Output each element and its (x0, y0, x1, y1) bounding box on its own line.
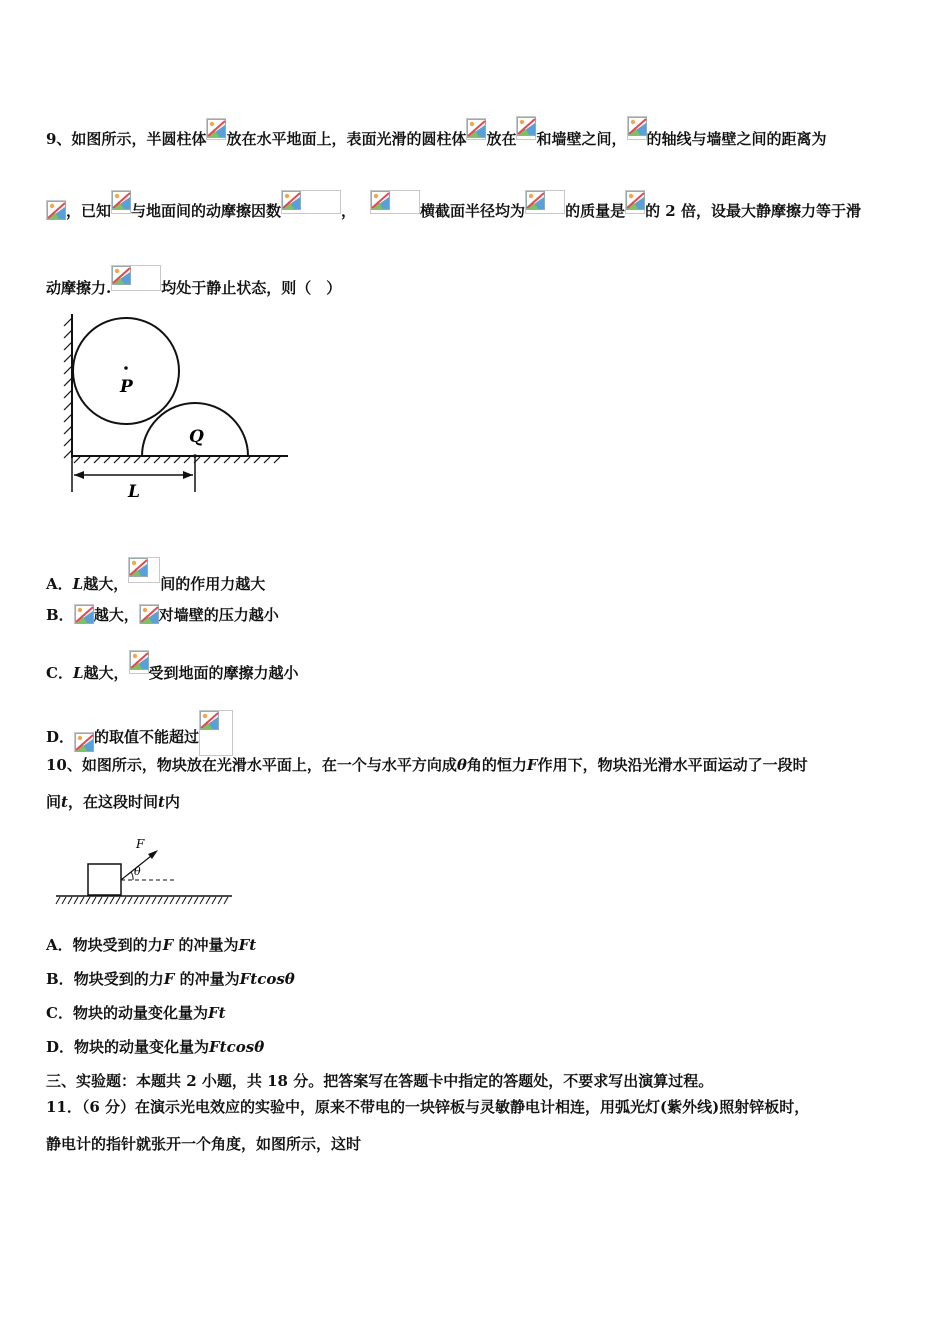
q9-text: 9、如图所示，半圆柱体 (46, 130, 207, 148)
q10-figure (54, 834, 239, 909)
q9-text: 放在水平地面上，表面光滑的圆柱体 (226, 130, 467, 148)
broken-image-icon (46, 200, 66, 220)
broken-image-icon (516, 116, 536, 140)
broken-image-icon (199, 710, 233, 756)
broken-image-icon (625, 190, 645, 214)
q9-figure (60, 310, 300, 505)
q9-text: 均处于静止状态，则（ ） (161, 279, 342, 297)
q9-option-c[interactable]: C．L越大， 受到地面的摩擦力越小 (46, 650, 299, 682)
broken-image-icon (627, 116, 647, 140)
q9-text: 的轴线与墙壁之间的距离为 (646, 130, 827, 148)
q9-line-3 (46, 265, 341, 297)
broken-image-icon (128, 557, 160, 583)
q9-text: 放在 (486, 130, 517, 148)
broken-image-icon (281, 190, 341, 214)
section-3-heading: 三、实验题：本题共 2 小题，共 18 分。把答案写在答题卡中指定的答题处，不要求写出演算过程。 (46, 1072, 714, 1090)
q9-option-a[interactable]: A．L越大， 间的作用力越大 (46, 557, 265, 593)
q10-option-a[interactable]: A．物块受到的力F 的冲量为Ft (46, 936, 257, 954)
q9-option-b[interactable]: B． 越大， 对墙壁的压力越小 (46, 606, 279, 624)
q9-text: ，已知 (66, 202, 112, 220)
label-l: L (128, 482, 140, 502)
label-p: P (120, 377, 133, 397)
broken-image-icon (525, 190, 565, 214)
q9-line-1 (46, 116, 827, 148)
q9-text: 与地面间的动摩擦因数 (131, 202, 282, 220)
broken-image-icon (129, 650, 149, 674)
broken-image-icon (206, 118, 226, 140)
broken-image-icon (139, 604, 159, 624)
q9-option-d[interactable]: D． 的取值不能超过 (46, 710, 233, 756)
q11-line-1: 11．（6 分）在演示光电效应的实验中，原来不带电的一块锌板与灵敏静电计相连，用弧光灯(紫外线)照射锌板时， (46, 1098, 810, 1116)
q9-text: ， (341, 202, 357, 220)
label-f: F (136, 837, 145, 851)
q9-line-2 (46, 190, 861, 220)
broken-image-icon (111, 265, 161, 291)
broken-image-icon (466, 118, 486, 140)
q11-line-2: 静电计的指针就张开一个角度，如图所示，这时 (46, 1135, 362, 1153)
q9-text: 动摩擦力. (46, 279, 112, 297)
broken-image-icon (370, 190, 420, 214)
label-q: Q (189, 427, 204, 447)
q10-option-c[interactable]: C．物块的动量变化量为Ft (46, 1004, 226, 1022)
q10-line-1: 10、如图所示，物块放在光滑水平面上，在一个与水平方向成θ角的恒力F作用下，物块沿光滑水平面运动了一段时 (46, 756, 808, 774)
q10-option-b[interactable]: B．物块受到的力F 的冲量为Ftcosθ (46, 970, 295, 988)
label-theta: θ (134, 865, 141, 878)
q9-text: 的质量是 (565, 202, 626, 220)
q10-option-d[interactable]: D．物块的动量变化量为Ftcosθ (46, 1038, 265, 1056)
q9-text: 和墙壁之间， (536, 130, 627, 148)
broken-image-icon (111, 190, 131, 214)
broken-image-icon (74, 732, 94, 752)
broken-image-icon (74, 604, 94, 624)
q10-line-2: 间t，在这段时间t内 (46, 793, 180, 811)
q9-text: 的 2 倍，设最大静摩擦力等于滑 (645, 202, 861, 220)
q9-text: 横截面半径均为 (420, 202, 526, 220)
